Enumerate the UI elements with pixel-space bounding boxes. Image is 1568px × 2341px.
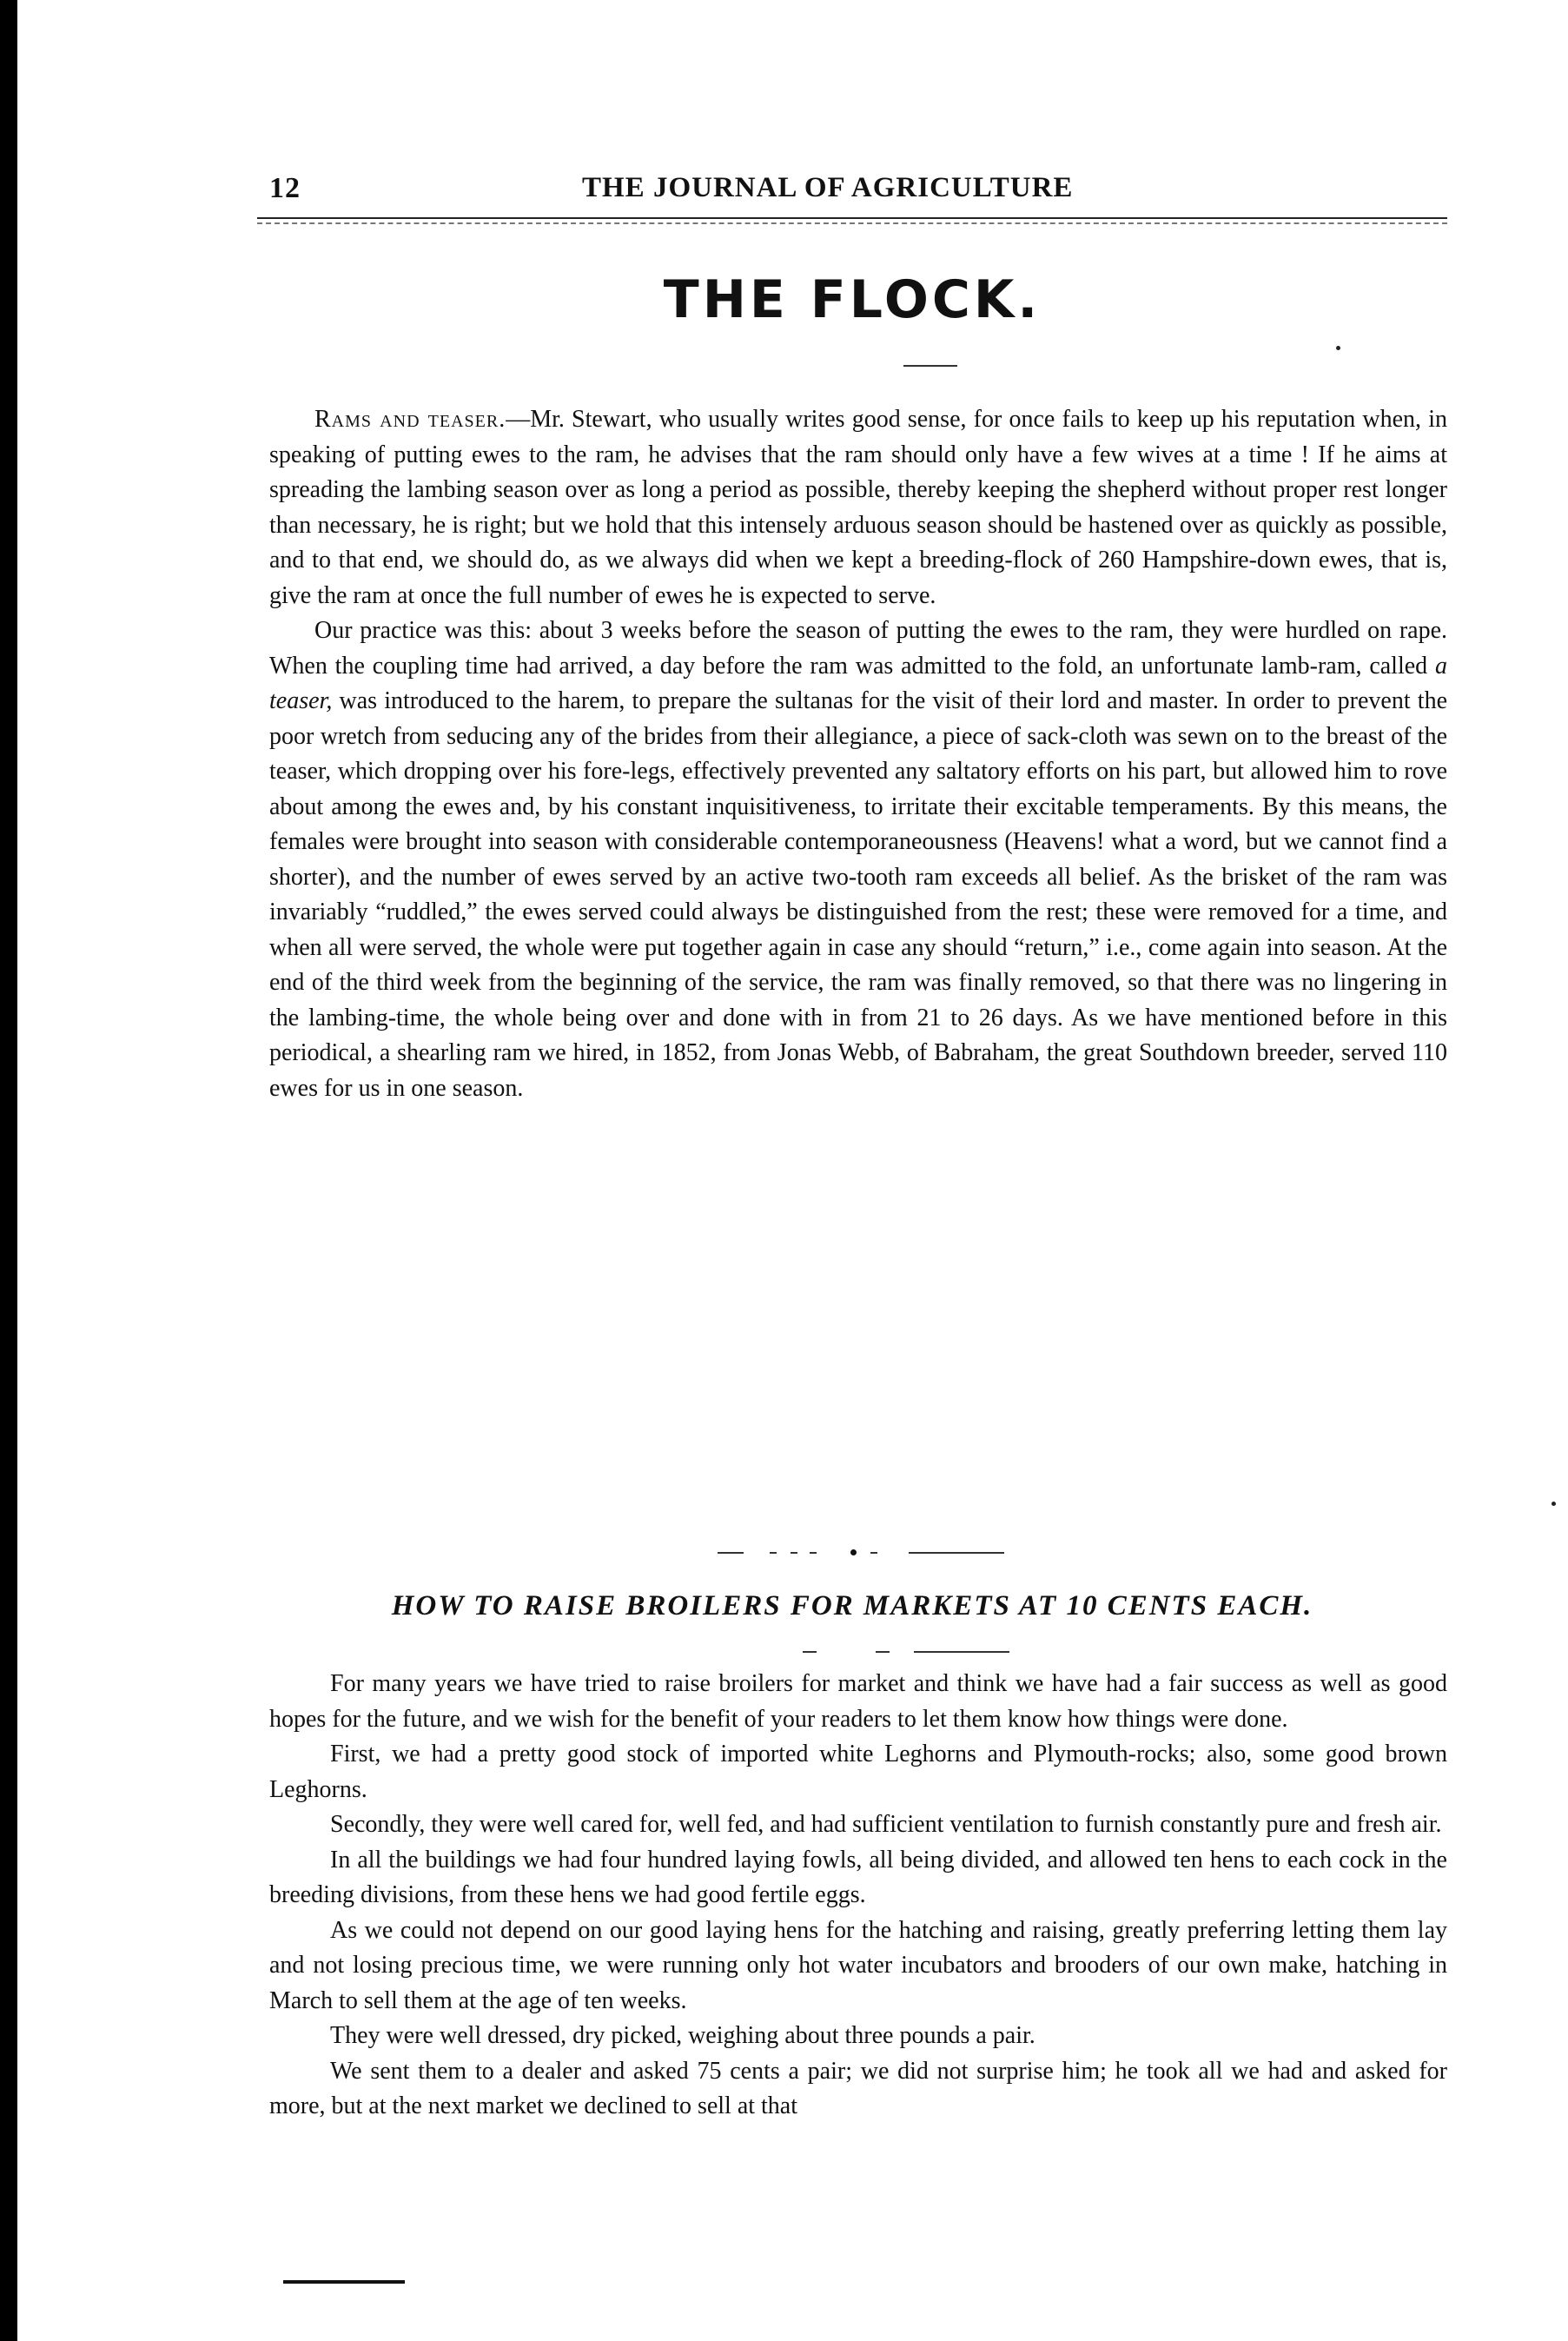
ink-underline <box>283 2280 405 2284</box>
paragraph: In all the buildings we had four hundred laying fowls, all being divided, and allowed ten hens to each cock in the breeding divisions, from these hens we had good fertile eggs. <box>269 1846 1447 1908</box>
scan-speck <box>1336 346 1340 350</box>
journal-page <box>257 156 1447 2119</box>
article-the-flock <box>269 402 1447 1106</box>
article-broilers <box>269 1667 1447 2125</box>
header-rule <box>257 217 1447 219</box>
paragraph <box>269 402 1447 613</box>
italic-term: a teaser, <box>269 652 1447 714</box>
paragraph: As we could not depend on our good laying hens for the hatching and raising, greatly preferring letting them lay and not losing precious time, we were running only hot water incubators and brooders of our own make, hatching in March to sell them at the age of ten weeks. <box>269 1916 1447 2014</box>
paragraph: We sent them to a dealer and asked 75 cents a pair; we did not surprise him; he took all we had and asked for more, but at the next market we declined to sell at that <box>269 2057 1447 2119</box>
article-title-broilers: HOW TO RAISE BROILERS FOR MARKETS AT 10 CENTS EACH. <box>391 1590 1313 1621</box>
running-head <box>257 156 1447 209</box>
page-number: 12 <box>269 172 301 204</box>
scan-speck <box>1551 1502 1556 1506</box>
title-rule <box>876 1651 890 1653</box>
section-separator <box>718 1552 1004 1555</box>
title-rule <box>914 1651 1009 1653</box>
journal-title: THE JOURNAL OF AGRICULTURE <box>582 172 1074 203</box>
paragraph: They were well dressed, dry picked, weighing about three pounds a pair. <box>330 2022 1035 2049</box>
paragraph-text: —Mr. Stewart, who usually writes good sense, for once fails to keep up his reputation when, in speaking of putting ewes to the ram, he advises that the ram should only have a few wives at a time ! If he aims at spreading the lambing season over as long a period as possible, thereby keeping the shepherd without proper rest longer than necessary, he is right; but we hold that this intensely arduous season should be hastened over as quickly as possible, and to that end, we should do, as we always did when we kept a breeding-flock of 260 Hampshire-down ewes, that is, give the ram at once the full number of ewes he is expected to serve. <box>269 406 1447 609</box>
paragraph-text: was introduced to the harem, to prepare the sultanas for the visit of their lord and master. In order to prevent the poor wretch from seducing any of the brides from their allegiance, a piece of sack-cloth was sewn on to the breast of the teaser, which dropping over his fore-legs, effectively prevented any saltatory efforts on his part, but allowed him to rove about among the ewes and, by his constant inquisitiveness, to irritate their excitable temperaments. By this means, the females were brought into season with considerable contemporaneousness (Heavens! what a word, but we cannot find a shorter), and the number of ewes served by an active two-tooth ram exceeds all belief. As the brisket of the ram was invariably “ruddled,” the ewes served could always be distinguished from the rest; these were removed for a time, and when all were served, the whole were put together again in case any should “return,” i.e., come again into season. At the end of the third week from the beginning of the service, the ram was finally removed, so that there was no lingering in the lambing-time, the whole being over and done with in from 21 to 26 days. As we have mentioned before in this periodical, a shearling ram we hired, in 1852, from Jonas Webb, of Babraham, the great Southdown breeder, served 110 ewes for us in one season. <box>269 687 1447 1102</box>
section-title: THE FLOCK. <box>663 269 1042 330</box>
paragraph <box>269 613 1447 1106</box>
paragraph: First, we had a pretty good stock of imported white Leghorns and Plymouth-rocks; also, some good brown Leghorns. <box>269 1741 1447 1803</box>
scan-edge <box>0 0 17 2341</box>
paragraph-text: Our practice was this: about 3 weeks before the season of putting the ewes to the ram, they were hurdled on rape. When the coupling time had arrived, a day before the ram was admitted to the fold, an unfortunate lamb-ram, called <box>269 617 1447 680</box>
title-rule <box>903 365 957 367</box>
title-rule <box>803 1651 817 1653</box>
paragraph: Secondly, they were well cared for, well fed, and had sufficient ventilation to furnish constantly pure and fresh air. <box>330 1811 1442 1838</box>
article-lead: Rams and teaser. <box>314 406 506 433</box>
paragraph: For many years we have tried to raise broilers for market and think we have had a fair success as well as good hopes for the future, and we wish for the benefit of your readers to let them know how things were done. <box>269 1670 1447 1733</box>
